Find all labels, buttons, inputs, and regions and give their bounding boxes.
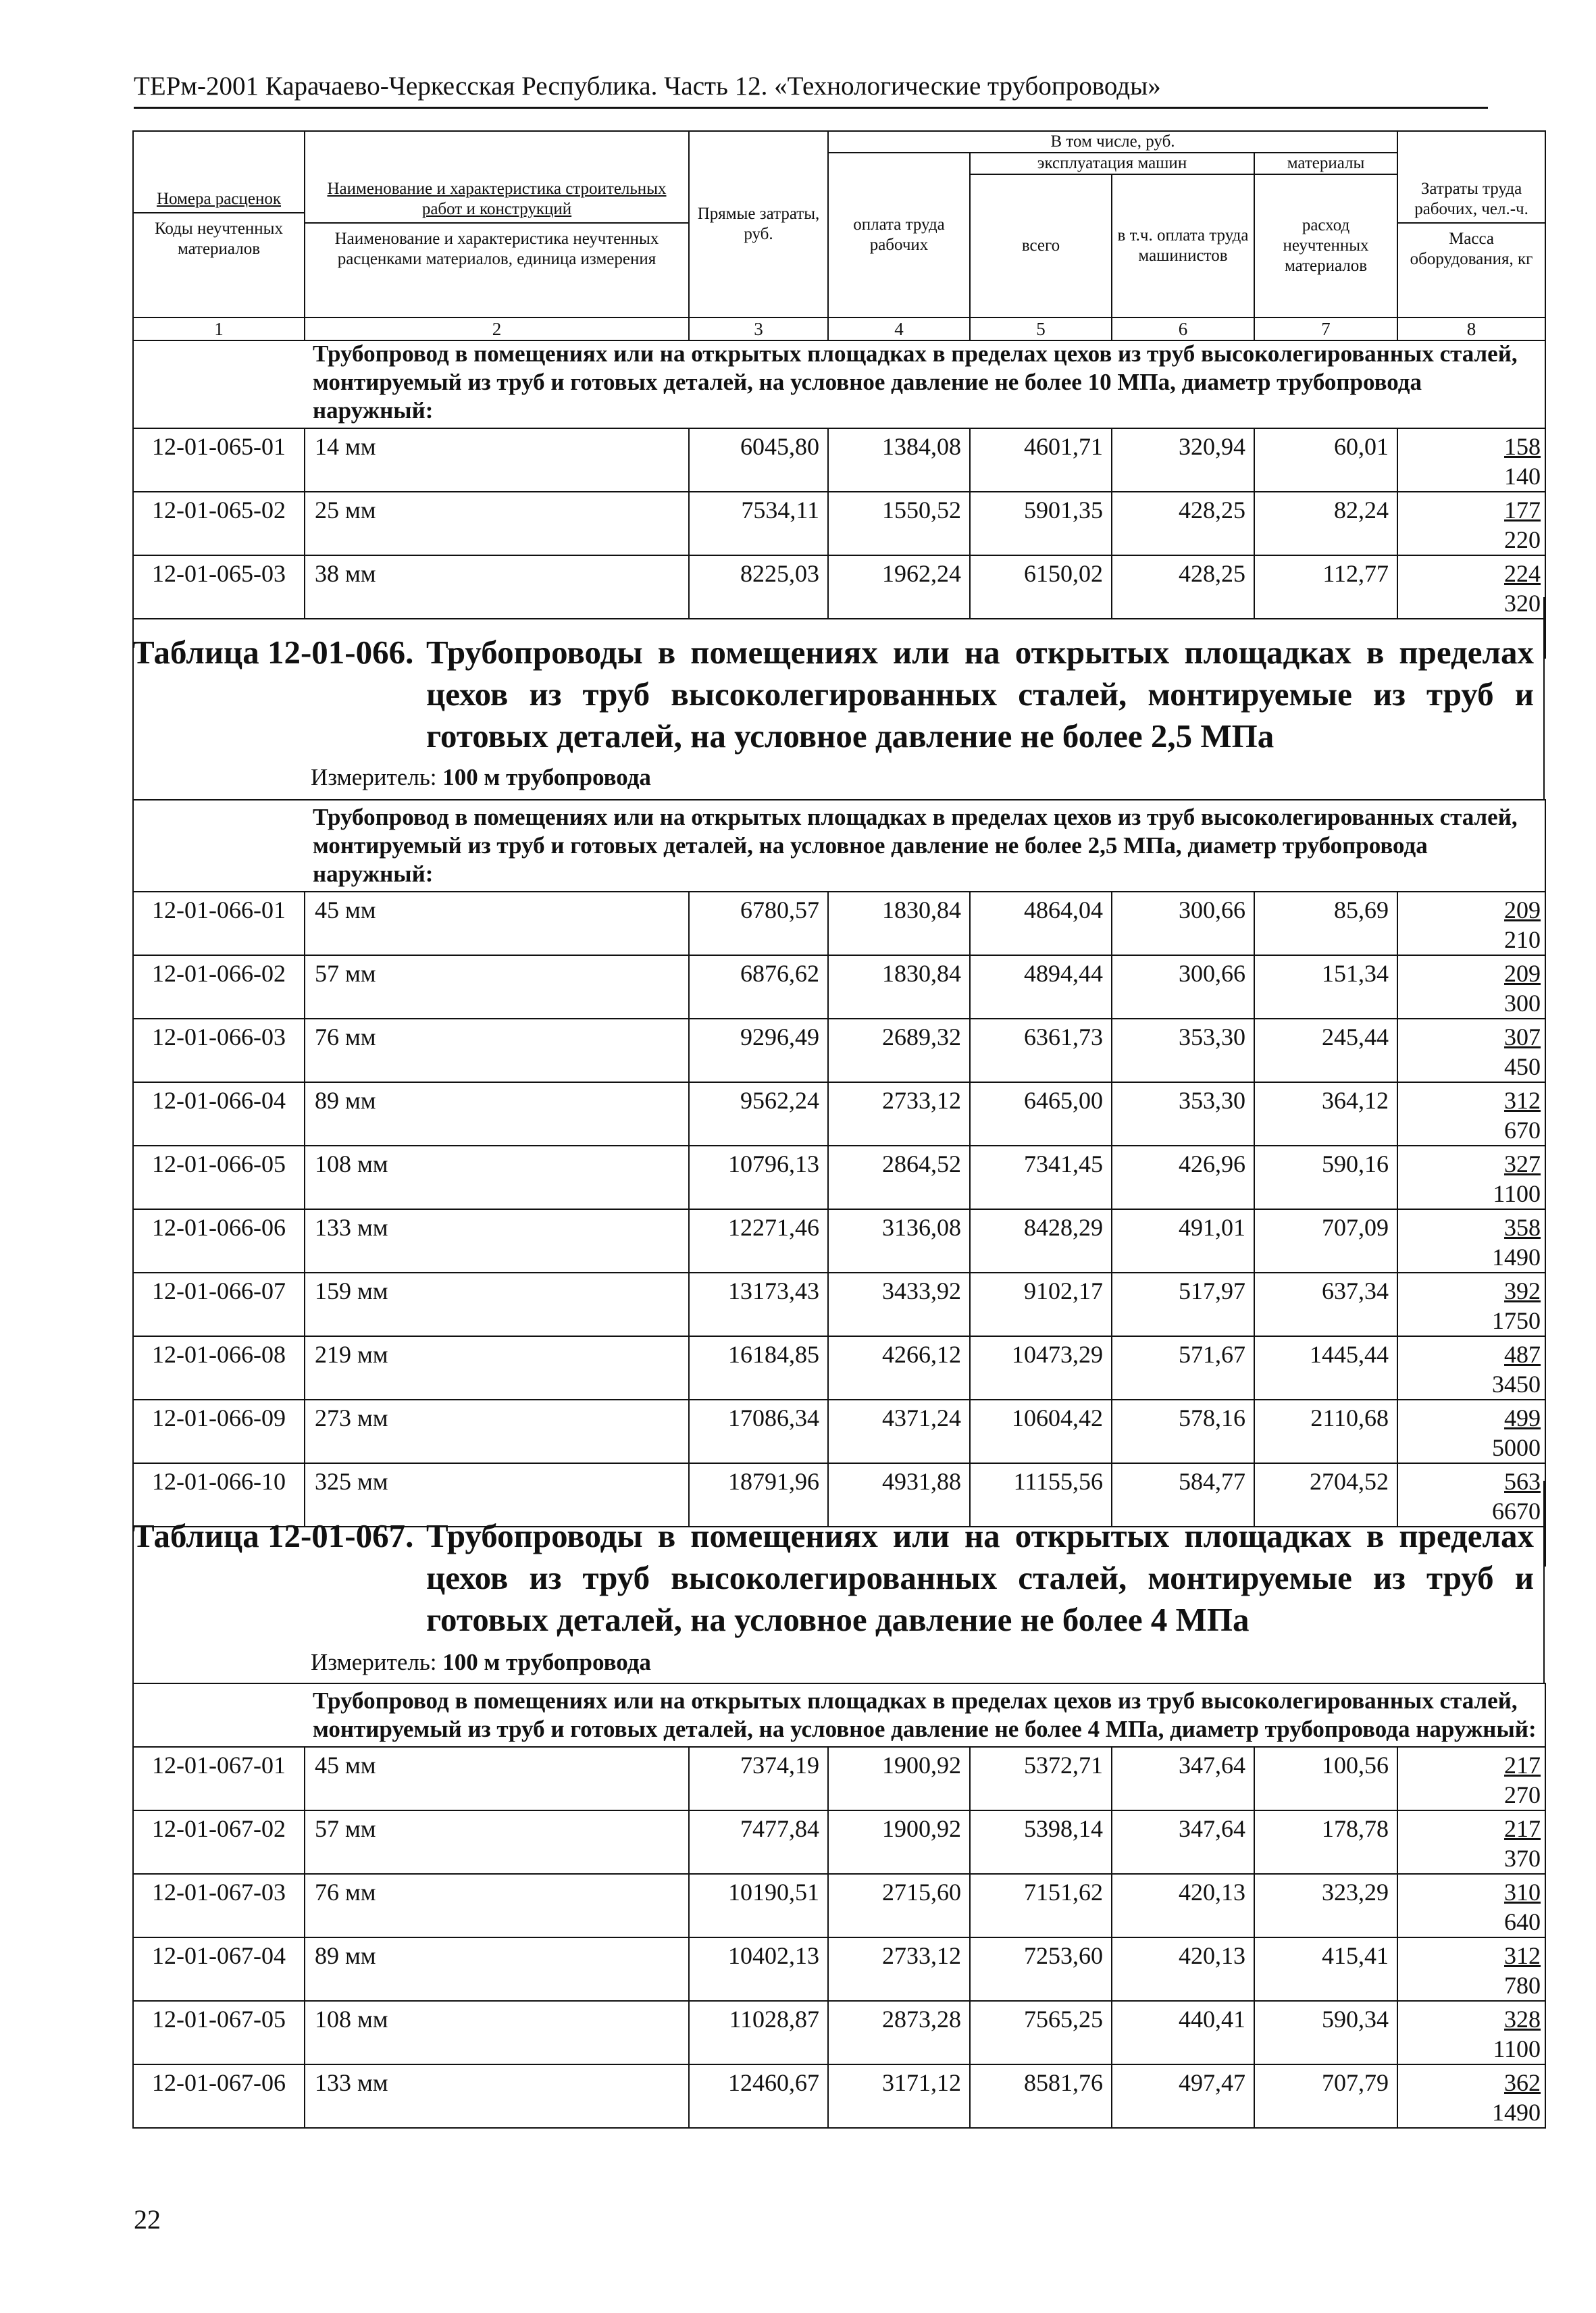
table-row <box>133 1400 1545 1463</box>
pipe-diameter: 89 мм <box>305 1082 689 1146</box>
operator-wages: 497,47 <box>1112 2064 1254 2128</box>
machine-costs: 7253,60 <box>970 1937 1112 2001</box>
pipe-diameter: 38 мм <box>305 555 689 619</box>
labor-hours: 487 <box>1504 1341 1541 1368</box>
worker-wages: 1900,92 <box>828 1810 970 1874</box>
direct-costs: 7477,84 <box>689 1810 828 1874</box>
col-codes-top: Номера расценок <box>134 189 304 213</box>
machine-costs: 7341,45 <box>970 1146 1112 1209</box>
labor-mass-cell <box>1397 1937 1545 2001</box>
worker-wages: 1830,84 <box>828 892 970 955</box>
operator-wages: 300,66 <box>1112 955 1254 1019</box>
col-machines-header: всего <box>970 174 1112 317</box>
col-number: 2 <box>305 317 689 340</box>
direct-costs: 13173,43 <box>689 1273 828 1336</box>
pipe-diameter: 76 мм <box>305 1874 689 1937</box>
equipment-mass: 300 <box>1504 990 1541 1017</box>
machine-costs: 4864,04 <box>970 892 1112 955</box>
machine-costs: 8581,76 <box>970 2064 1112 2128</box>
rate-code: 12-01-065-02 <box>133 492 305 555</box>
rate-code: 12-01-066-10 <box>133 1463 305 1527</box>
materials-cost: 2110,68 <box>1254 1400 1397 1463</box>
operator-wages: 491,01 <box>1112 1209 1254 1273</box>
rate-code: 12-01-066-05 <box>133 1146 305 1209</box>
labor-hours: 563 <box>1504 1468 1541 1495</box>
materials-cost: 85,69 <box>1254 892 1397 955</box>
materials-cost: 82,24 <box>1254 492 1397 555</box>
labor-mass-cell <box>1397 1810 1545 1874</box>
col-number: 5 <box>970 317 1112 340</box>
table-frame <box>132 597 1545 800</box>
pipe-diameter: 133 мм <box>305 2064 689 2128</box>
rate-code: 12-01-066-02 <box>133 955 305 1019</box>
worker-wages: 1900,92 <box>828 1747 970 1810</box>
table-row <box>133 2064 1545 2128</box>
operator-wages: 353,30 <box>1112 1019 1254 1082</box>
labor-hours: 327 <box>1504 1150 1541 1177</box>
materials-cost: 178,78 <box>1254 1810 1397 1874</box>
col-unaccounted-header: расход неучтенных материалов <box>1254 174 1397 317</box>
materials-cost: 707,09 <box>1254 1209 1397 1273</box>
section-heading: Трубопровод в помещениях или на открытых площадках в пределах цехов из труб высоколегированных сталей, монтируемый из труб и готовых деталей, на условное давление не более 10 МПа, диаметр трубопровода наружный: <box>305 337 1545 428</box>
worker-wages: 4371,24 <box>828 1400 970 1463</box>
rate-code: 12-01-066-09 <box>133 1400 305 1463</box>
direct-costs: 18791,96 <box>689 1463 828 1527</box>
machine-costs: 4894,44 <box>970 955 1112 1019</box>
labor-mass-cell <box>1397 892 1545 955</box>
rate-code: 12-01-066-03 <box>133 1019 305 1082</box>
worker-wages: 3433,92 <box>828 1273 970 1336</box>
operator-wages: 426,96 <box>1112 1146 1254 1209</box>
rate-code: 12-01-065-03 <box>133 555 305 619</box>
labor-mass-cell <box>1397 1273 1545 1336</box>
direct-costs: 6876,62 <box>689 955 828 1019</box>
col-name-bottom: Наименование и характеристика неучтенных расценками материалов, единица измерения <box>334 230 659 268</box>
operator-wages: 320,94 <box>1112 428 1254 492</box>
direct-costs: 10402,13 <box>689 1937 828 2001</box>
labor-hours: 209 <box>1504 960 1541 987</box>
labor-hours: 328 <box>1504 2006 1541 2033</box>
worker-wages: 4266,12 <box>828 1336 970 1400</box>
worker-wages: 1830,84 <box>828 955 970 1019</box>
labor-hours: 307 <box>1504 1023 1541 1050</box>
col-name-header <box>305 131 689 317</box>
worker-wages: 2864,52 <box>828 1146 970 1209</box>
rate-code: 12-01-067-05 <box>133 2001 305 2064</box>
col-number: 1 <box>133 317 305 340</box>
materials-cost: 60,01 <box>1254 428 1397 492</box>
labor-mass-cell <box>1397 2064 1545 2128</box>
machine-costs: 7151,62 <box>970 1874 1112 1937</box>
table-row <box>133 2001 1545 2064</box>
direct-costs: 10796,13 <box>689 1146 828 1209</box>
machine-costs: 8428,29 <box>970 1209 1112 1273</box>
pipe-diameter: 57 мм <box>305 955 689 1019</box>
col-number: 3 <box>689 317 828 340</box>
worker-wages: 4931,88 <box>828 1463 970 1527</box>
pipe-diameter: 45 мм <box>305 892 689 955</box>
labor-hours: 177 <box>1504 497 1541 524</box>
direct-costs: 7374,19 <box>689 1747 828 1810</box>
rate-code: 12-01-067-04 <box>133 1937 305 2001</box>
equipment-mass: 210 <box>1504 926 1541 953</box>
machine-costs: 10604,42 <box>970 1400 1112 1463</box>
equipment-mass: 1490 <box>1492 1244 1541 1271</box>
table-label: Таблица 12-01-066. <box>132 634 414 671</box>
worker-wages: 3171,12 <box>828 2064 970 2128</box>
labor-hours: 499 <box>1504 1404 1541 1431</box>
equipment-mass: 5000 <box>1492 1434 1541 1461</box>
machine-costs: 6361,73 <box>970 1019 1112 1082</box>
materials-cost: 364,12 <box>1254 1082 1397 1146</box>
rate-code: 12-01-067-01 <box>133 1747 305 1810</box>
table-12-01-067 <box>132 1683 1546 2129</box>
measure-value: 100 м трубопровода <box>442 764 651 790</box>
table-row <box>133 428 1545 492</box>
operator-wages: 571,67 <box>1112 1336 1254 1400</box>
labor-mass-cell <box>1397 1747 1545 1810</box>
worker-wages: 2873,28 <box>828 2001 970 2064</box>
labor-hours: 310 <box>1504 1879 1541 1906</box>
machine-costs: 9102,17 <box>970 1273 1112 1336</box>
operator-wages: 428,25 <box>1112 555 1254 619</box>
operator-wages: 517,97 <box>1112 1273 1254 1336</box>
rate-code: 12-01-066-08 <box>133 1336 305 1400</box>
table-caption: Трубопроводы в помещениях или на открытых площадках в пределах цехов из труб высоколегированных сталей, монтируемые из труб и готовых деталей, на условное давление не более 4 МПа <box>426 1517 1534 1638</box>
rate-code: 12-01-067-06 <box>133 2064 305 2128</box>
table-row <box>133 1273 1545 1336</box>
table-row <box>133 1209 1545 1273</box>
machine-costs: 6465,00 <box>970 1082 1112 1146</box>
col-number: 7 <box>1254 317 1397 340</box>
direct-costs: 12271,46 <box>689 1209 828 1273</box>
table-frame <box>132 1481 1545 1683</box>
col-name-top: Наименование и характеристика строительных работ и конструкций <box>305 179 688 224</box>
table-12-01-066 <box>132 799 1546 1567</box>
materials-cost: 707,79 <box>1254 2064 1397 2128</box>
col-materials-header: материалы <box>1254 153 1397 174</box>
pipe-diameter: 133 мм <box>305 1209 689 1273</box>
table-caption: Трубопроводы в помещениях или на открытых площадках в пределах цехов из труб высоколегированных сталей, монтируемые из труб и готовых деталей, на условное давление не более 2,5 МПа <box>426 634 1534 755</box>
measure-label: Измеритель: <box>311 764 437 790</box>
table-row <box>133 1019 1545 1082</box>
materials-cost: 151,34 <box>1254 955 1397 1019</box>
direct-costs: 9562,24 <box>689 1082 828 1146</box>
direct-costs: 12460,67 <box>689 2064 828 2128</box>
table-row <box>133 1336 1545 1400</box>
col-direct-header: Прямые затраты, руб. <box>689 131 828 317</box>
operator-wages: 584,77 <box>1112 1463 1254 1527</box>
rate-code: 12-01-067-02 <box>133 1810 305 1874</box>
worker-wages: 1550,52 <box>828 492 970 555</box>
machine-costs: 5372,71 <box>970 1747 1112 1810</box>
equipment-mass: 6670 <box>1492 1498 1541 1525</box>
table-row <box>133 1810 1545 1874</box>
page-header: ТЕРм-2001 Карачаево-Черкесская Республика. Часть 12. «Технологические трубопроводы» <box>134 70 1488 109</box>
worker-wages: 2715,60 <box>828 1874 970 1937</box>
table-row <box>133 892 1545 955</box>
equipment-mass: 670 <box>1504 1117 1541 1144</box>
worker-wages: 3136,08 <box>828 1209 970 1273</box>
labor-hours: 217 <box>1504 1815 1541 1842</box>
operator-wages: 347,64 <box>1112 1810 1254 1874</box>
operator-wages: 578,16 <box>1112 1400 1254 1463</box>
equipment-mass: 640 <box>1504 1908 1541 1935</box>
machine-costs: 6150,02 <box>970 555 1112 619</box>
materials-cost: 590,16 <box>1254 1146 1397 1209</box>
section-heading: Трубопровод в помещениях или на открытых площадках в пределах цехов из труб высоколегированных сталей, монтируемый из труб и готовых деталей, на условное давление не более 2,5 МПа, диаметр трубопровода наружный: <box>305 800 1545 892</box>
col-number: 6 <box>1112 317 1254 340</box>
col-group-header: В том числе, руб. <box>828 131 1397 153</box>
direct-costs: 17086,34 <box>689 1400 828 1463</box>
pipe-diameter: 219 мм <box>305 1336 689 1400</box>
labor-mass-cell <box>1397 1874 1545 1937</box>
equipment-mass: 1100 <box>1493 2035 1541 2062</box>
pipe-diameter: 14 мм <box>305 428 689 492</box>
materials-cost: 590,34 <box>1254 2001 1397 2064</box>
labor-mass-cell <box>1397 1209 1545 1273</box>
section-heading: Трубопровод в помещениях или на открытых площадках в пределах цехов из труб высоколегированных сталей, монтируемый из труб и готовых деталей, на условное давление не более 4 МПа, диаметр трубопровода наружный: <box>305 1683 1545 1747</box>
direct-costs: 10190,51 <box>689 1874 828 1937</box>
equipment-mass: 1490 <box>1492 2099 1541 2126</box>
equipment-mass: 450 <box>1504 1053 1541 1080</box>
machine-costs: 5901,35 <box>970 492 1112 555</box>
worker-wages: 2689,32 <box>828 1019 970 1082</box>
rate-code: 12-01-066-06 <box>133 1209 305 1273</box>
direct-costs: 9296,49 <box>689 1019 828 1082</box>
col-wage-header: оплата труда рабочих <box>828 153 970 317</box>
machine-costs: 10473,29 <box>970 1336 1112 1400</box>
labor-mass-cell <box>1397 2001 1545 2064</box>
rate-code: 12-01-066-07 <box>133 1273 305 1336</box>
labor-hours: 224 <box>1504 560 1541 587</box>
labor-mass-cell <box>1397 955 1545 1019</box>
materials-cost: 1445,44 <box>1254 1336 1397 1400</box>
measure-label: Измеритель: <box>311 1649 437 1675</box>
direct-costs: 7534,11 <box>689 492 828 555</box>
col-number: 8 <box>1397 317 1545 340</box>
labor-mass-cell <box>1397 1019 1545 1082</box>
col-number: 4 <box>828 317 970 340</box>
materials-cost: 415,41 <box>1254 1937 1397 2001</box>
pipe-diameter: 45 мм <box>305 1747 689 1810</box>
operator-wages: 347,64 <box>1112 1747 1254 1810</box>
pipe-diameter: 108 мм <box>305 2001 689 2064</box>
materials-cost: 245,44 <box>1254 1019 1397 1082</box>
labor-mass-cell <box>1397 1400 1545 1463</box>
direct-costs: 8225,03 <box>689 555 828 619</box>
col-codes-bottom: Коды неучтенных материалов <box>155 220 283 258</box>
operator-wages: 440,41 <box>1112 2001 1254 2064</box>
table-row <box>133 1146 1545 1209</box>
machine-costs: 11155,56 <box>970 1463 1112 1527</box>
operator-wages: 353,30 <box>1112 1082 1254 1146</box>
pipe-diameter: 325 мм <box>305 1463 689 1527</box>
col-labor-top: Затраты труда рабочих, чел.-ч. <box>1398 179 1545 224</box>
table-row <box>133 492 1545 555</box>
equipment-mass: 1100 <box>1493 1180 1541 1207</box>
table-row <box>133 1747 1545 1810</box>
materials-cost: 2704,52 <box>1254 1463 1397 1527</box>
equipment-mass: 320 <box>1504 590 1541 617</box>
col-labor-header <box>1397 131 1545 317</box>
table-row <box>133 955 1545 1019</box>
table-row <box>133 1874 1545 1937</box>
operator-wages: 428,25 <box>1112 492 1254 555</box>
equipment-mass: 3450 <box>1492 1371 1541 1398</box>
direct-costs: 11028,87 <box>689 2001 828 2064</box>
table-label: Таблица 12-01-067. <box>132 1517 414 1554</box>
rate-code: 12-01-065-01 <box>133 428 305 492</box>
worker-wages: 1962,24 <box>828 555 970 619</box>
rate-code: 12-01-066-04 <box>133 1082 305 1146</box>
materials-cost: 637,34 <box>1254 1273 1397 1336</box>
table-row <box>133 1082 1545 1146</box>
worker-wages: 2733,12 <box>828 1937 970 2001</box>
equipment-mass: 780 <box>1504 1972 1541 1999</box>
col-codes-header <box>133 131 305 317</box>
worker-wages: 1384,08 <box>828 428 970 492</box>
equipment-mass: 1750 <box>1492 1307 1541 1334</box>
materials-cost: 112,77 <box>1254 555 1397 619</box>
page-number: 22 <box>134 2204 161 2235</box>
labor-hours: 312 <box>1504 1087 1541 1114</box>
equipment-mass: 140 <box>1504 463 1541 490</box>
direct-costs: 6780,57 <box>689 892 828 955</box>
equipment-mass: 270 <box>1504 1781 1541 1808</box>
equipment-mass: 220 <box>1504 526 1541 553</box>
operator-wages: 420,13 <box>1112 1937 1254 2001</box>
labor-mass-cell <box>1397 492 1545 555</box>
labor-mass-cell <box>1397 428 1545 492</box>
operator-wages: 300,66 <box>1112 892 1254 955</box>
operator-wages: 420,13 <box>1112 1874 1254 1937</box>
labor-hours: 217 <box>1504 1752 1541 1779</box>
pipe-diameter: 25 мм <box>305 492 689 555</box>
pipe-diameter: 108 мм <box>305 1146 689 1209</box>
pipe-diameter: 159 мм <box>305 1273 689 1336</box>
materials-cost: 100,56 <box>1254 1747 1397 1810</box>
pipe-diameter: 76 мм <box>305 1019 689 1082</box>
labor-mass-cell <box>1397 1336 1545 1400</box>
column-header <box>132 130 1546 341</box>
measure-value: 100 м трубопровода <box>442 1649 651 1675</box>
labor-hours: 358 <box>1504 1214 1541 1241</box>
labor-mass-cell <box>1397 1146 1545 1209</box>
direct-costs: 6045,80 <box>689 428 828 492</box>
col-operators-header: в т.ч. оплата труда машинистов <box>1112 174 1254 317</box>
pipe-diameter: 273 мм <box>305 1400 689 1463</box>
equipment-mass: 370 <box>1504 1845 1541 1872</box>
pipe-diameter: 57 мм <box>305 1810 689 1874</box>
rate-code: 12-01-067-03 <box>133 1874 305 1937</box>
worker-wages: 2733,12 <box>828 1082 970 1146</box>
labor-hours: 209 <box>1504 896 1541 923</box>
table-row <box>133 1937 1545 2001</box>
labor-hours: 362 <box>1504 2069 1541 2096</box>
col-labor-bottom: Масса оборудования, кг <box>1410 230 1533 268</box>
labor-hours: 158 <box>1504 433 1541 460</box>
col-exploit-header: эксплуатация машин <box>970 153 1254 174</box>
direct-costs: 16184,85 <box>689 1336 828 1400</box>
materials-cost: 323,29 <box>1254 1874 1397 1937</box>
labor-hours: 312 <box>1504 1942 1541 1969</box>
machine-costs: 5398,14 <box>970 1810 1112 1874</box>
labor-mass-cell <box>1397 1082 1545 1146</box>
labor-hours: 392 <box>1504 1277 1541 1304</box>
pipe-diameter: 89 мм <box>305 1937 689 2001</box>
rate-code: 12-01-066-01 <box>133 892 305 955</box>
machine-costs: 4601,71 <box>970 428 1112 492</box>
machine-costs: 7565,25 <box>970 2001 1112 2064</box>
